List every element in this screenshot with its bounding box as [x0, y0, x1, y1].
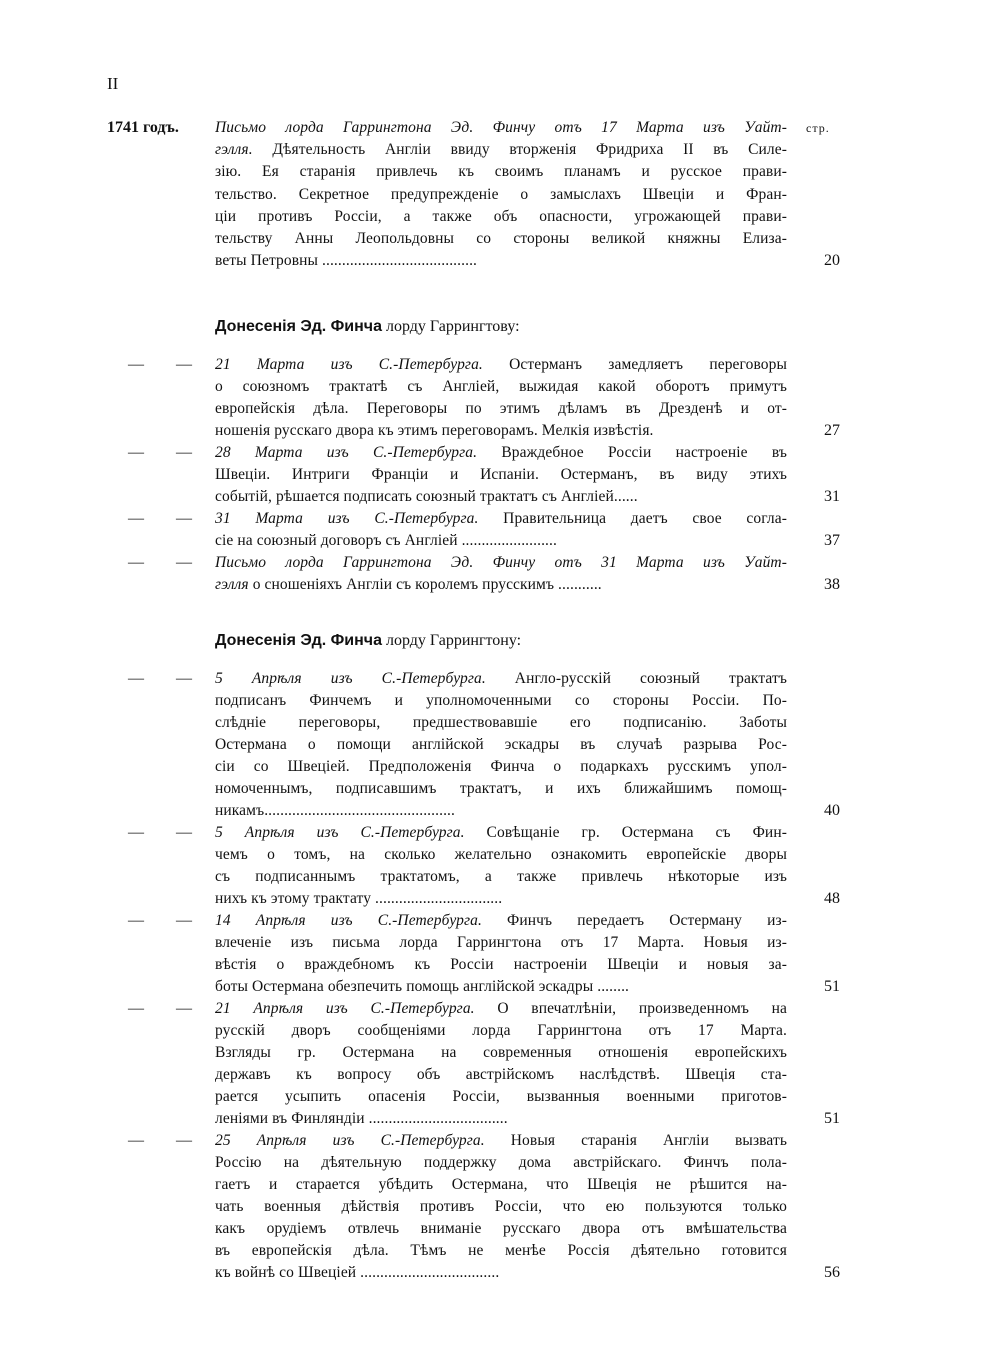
entry-page-number: 40	[824, 802, 840, 819]
entry-line: подписанъ Финчемъ и уполномоченными со стороны Россіи. По-	[215, 692, 787, 709]
entry-line: о союзномъ трактатѣ съ Англіей, выжидая какой оборотъ примутъ	[215, 378, 787, 395]
entry-line: влеченіе изъ письма лорда Гаррингтона отъ 17 Марта. Новыя из-	[215, 934, 787, 951]
entry-line: Взгляды гр. Остермана на современныя отношенія европейскихъ	[215, 1044, 787, 1061]
entry-line: державъ къ вопросу объ австрійскомъ наслѣдствѣ. Швеція ста-	[215, 1066, 787, 1083]
entry-line: 25 Апрѣля изъ С.-Петербурга. Новыя старанія Англіи вызвать	[215, 1132, 787, 1149]
entry-line: 21 Апрѣля изъ С.-Петербурга. О впечатлѣніи, произведенномъ на	[215, 1000, 787, 1017]
entry-line: съ подписаннымъ трактатомъ, а также привлечь нѣкоторые изъ	[215, 868, 787, 885]
entry-line: 21 Марта изъ С.-Петербурга. Остерманъ замедляетъ переговоры	[215, 356, 787, 373]
entry-line: нихъ къ этому трактату ................................	[215, 890, 503, 907]
ditto-dashes: — —	[128, 1000, 192, 1017]
entry-line: въ европейскія дѣла. Тѣмъ не менѣе Россія дѣятельно готовится	[215, 1242, 787, 1259]
entry-line: леніями въ Финляндіи ...................................	[215, 1110, 508, 1127]
entry-line: зію. Ея старанія привлечь къ своимъ планамъ и русское прави-	[215, 163, 787, 180]
year-label: 1741 годъ.	[107, 119, 179, 136]
entry-page-number: 31	[824, 488, 840, 505]
section-heading: Донесенія Эд. Финча лорду Гаррингтону:	[215, 632, 522, 649]
ditto-dashes: — —	[128, 554, 192, 571]
entry-page-number: 51	[824, 978, 840, 995]
entry-line: веты Петровны .......................................	[215, 252, 478, 269]
section-heading: Донесенія Эд. Финча лорду Гаррингтову:	[215, 318, 520, 335]
ditto-dashes: — —	[128, 912, 192, 929]
entry-line: Швеціи. Интриги Франціи и Испаніи. Остерманъ, въ виду этихъ	[215, 466, 787, 483]
ditto-dashes: — —	[128, 444, 192, 461]
entry-line: 31 Марта изъ С.-Петербурга. Правительница даетъ свое согла-	[215, 510, 787, 527]
entry-line: ношенія русскаго двора къ этимъ переговорамъ. Мелкія извѣстія.	[215, 422, 654, 439]
entry-page-number: 20	[824, 252, 840, 269]
entry-page-number: 37	[824, 532, 840, 549]
entry-page-number: 38	[824, 576, 840, 593]
entry-page-number: 51	[824, 1110, 840, 1127]
entry-line: слѣдніе переговоры, предшествовавшіе его подписанію. Заботы	[215, 714, 787, 731]
entry-line: 5 Апрѣля изъ С.-Петербурга. Совѣщаніе гр. Остермана съ Фин-	[215, 824, 787, 841]
entry-page-number: 27	[824, 422, 840, 439]
entry-line: событій, рѣшается подписать союзный трактатъ съ Англіей......	[215, 488, 638, 505]
entry-line: 28 Марта изъ С.-Петербурга. Враждебное Россіи настроеніе въ	[215, 444, 787, 461]
entry-line: тельство. Секретное предупрежденіе о замыслахъ Швеціи и Фран-	[215, 186, 787, 203]
ditto-dashes: — —	[128, 510, 192, 527]
entry-line: вѣстія о враждебномъ къ Россіи настроеніи Швеціи и новыя за-	[215, 956, 787, 973]
entry-line: чать военныя дѣйствія противъ Россіи, что ею пользуются только	[215, 1198, 787, 1215]
entry-line: никамъ................................................	[215, 802, 455, 819]
ditto-dashes: — —	[128, 824, 192, 841]
entry-line: номоченнымъ, подписавшимъ трактатъ, и ихъ ближайшимъ помощ-	[215, 780, 787, 797]
entry-line: какъ орудіемъ отвлечь вниманіе русскаго двора отъ вмѣшательства	[215, 1220, 787, 1237]
ditto-dashes: — —	[128, 1132, 192, 1149]
page-column-label: стр.	[806, 121, 830, 135]
entry-line: къ войнѣ со Швеціей ...................................	[215, 1264, 500, 1281]
ditto-dashes: — —	[128, 670, 192, 687]
entry-line: тельству Анны Леопольдовны со стороны великой княжны Елиза-	[215, 230, 787, 247]
entry-line: русскій дворъ сообщеніями лорда Гаррингтона отъ 17 Марта.	[215, 1022, 787, 1039]
entry-line: гэлля о сношеніяхъ Англіи съ королемъ прусскимъ ...........	[215, 576, 602, 593]
entry-line: Письмо лорда Гаррингтона Эд. Финчу отъ 17 Марта изъ Уайт-	[215, 119, 787, 136]
entry-page-number: 48	[824, 890, 840, 907]
page-number: II	[107, 74, 119, 93]
entry-line: ціи противъ Россіи, а также объ опасности, угрожающей прави-	[215, 208, 787, 225]
entry-line: боты Остермана обезпечить помощь англійской эскадры ........	[215, 978, 630, 995]
ditto-dashes: — —	[128, 356, 192, 373]
entry-line: европейскія дѣла. Переговоры по этимъ дѣламъ въ Дрезденѣ и от-	[215, 400, 787, 417]
entry-line: гаетъ и старается убѣдить Остермана, что Швеція не рѣшится на-	[215, 1176, 787, 1193]
entry-page-number: 56	[824, 1264, 840, 1281]
entry-line: гэлля. Дѣятельность Англіи ввиду вторженія Фридриха II въ Силе-	[215, 141, 787, 158]
entry-line: рается усыпить опасенія Россіи, вызванныя военными приготов-	[215, 1088, 787, 1105]
entry-line: Письмо лорда Гаррингтона Эд. Финчу отъ 31 Марта изъ Уайт-	[215, 554, 787, 571]
entry-line: Остермана о помощи англійской эскадры въ случаѣ разрыва Рос-	[215, 736, 787, 753]
entry-line: Россію на дѣятельную поддержку дома австрійскаго. Финчъ пола-	[215, 1154, 787, 1171]
entry-line: 14 Апрѣля изъ С.-Петербурга. Финчъ передаетъ Остерману из-	[215, 912, 787, 929]
entry-line: сіи со Швеціей. Предположенія Финча о подаркахъ русскимъ упол-	[215, 758, 787, 775]
entry-line: 5 Апрѣля изъ С.-Петербурга. Англо-русскій союзный трактатъ	[215, 670, 787, 687]
entry-line: сіе на союзный договоръ съ Англіей ........................	[215, 532, 557, 549]
entry-line: чемъ о томъ, на сколько желательно ознакомить европейскіе дворы	[215, 846, 787, 863]
